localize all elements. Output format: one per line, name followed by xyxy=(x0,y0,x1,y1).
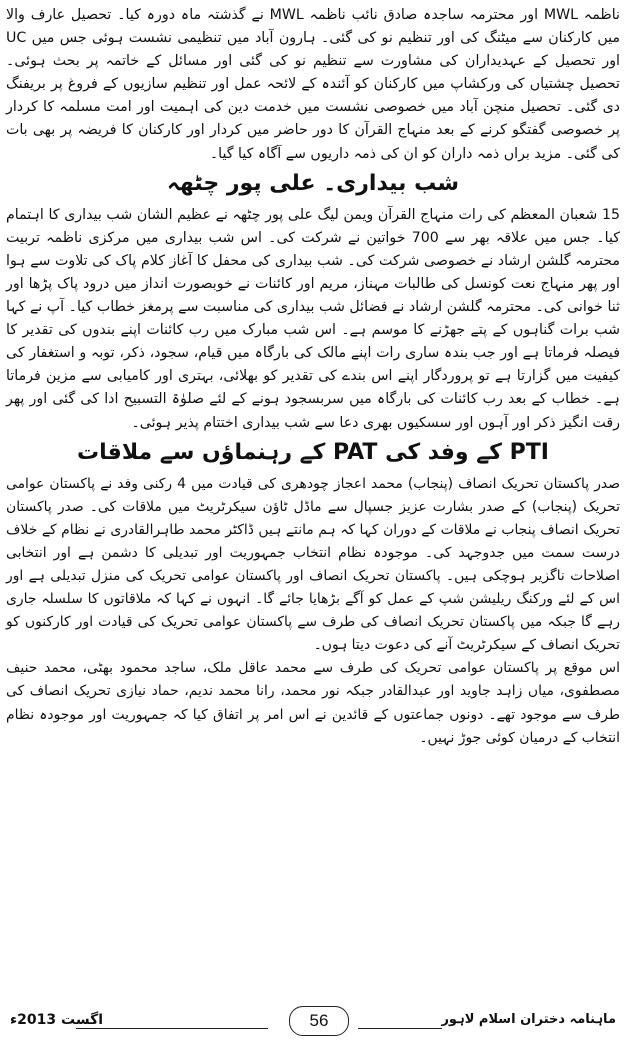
intro-paragraph: ناظمہ MWL اور محترمہ ساجدہ صادق نائب ناظمہ MWL نے گذشتہ ماہ دورہ کیا۔ تحصیل عارف والا میں کارکنان سے میٹنگ کی اور تنظیم نو کی گئی۔ ہارون آباد میں تنظیمی نشست ہوئی جس میں UC اور تحصیل کے عہدیداران کی مشاورت سے تنظیم نو کی گئی اور مسائل کے خاتمہ پر بحث ہوئی۔ تحصیل چشتیاں کی ورکشاپ میں کارکنان کو آئندہ کے لائحہ عمل اور تنظیم سازیوں کے فروغ پر بریفنگ دی گئی۔ تحصیل منچن آباد میں خصوصی نشست میں خدمت دین کی اہمیت اور امت مسلمہ کا کردار پر خصوصی گفتگو کرنے کے بعد منہاج القرآن کا دور حاضر میں کردار اور کارکنان کا فریضہ پر بھی بات کی گئی۔ مزید براں ذمہ داران کو ان کی ذمہ داریوں سے آگاہ کیا گیا۔ xyxy=(6,7,620,162)
pti-pat-attendees-paragraph: اس موقع پر پاکستان عوامی تحریک کی طرف سے محمد عاقل ملک، ساجد محمود بھٹی، محمد حنیف مصطفوی، میاں زاہد جاوید اور عبدالقادر جبکہ نور محمد، رانا محمد ندیم، حماد نیازی تحریک انصاف کی طرف سے موجود تھے۔ دونوں جماعتوں کے قائدین نے اس امر پر اتفاق کیا کہ جمہوریت اور موجودہ نظام انتخاب کے درمیان کوئی جوڑ نہیں۔ xyxy=(6,660,620,746)
section-heading-pti-pat-meeting: PTI کے وفد کی PAT کے رہنماؤں سے ملاقات xyxy=(77,439,549,465)
footer-rule-left xyxy=(76,1028,268,1029)
section-heading-shab-bedari: شب بیداری۔ علی پور چٹھہ xyxy=(166,170,459,196)
issue-date: اگست 2013ء xyxy=(10,1012,104,1028)
page-footer xyxy=(6,1006,620,1038)
page-number: 56 xyxy=(289,1006,349,1036)
magazine-name: ماہنامہ دختران اسلام لاہور xyxy=(441,1012,616,1027)
shab-bedari-paragraph: 15 شعبان المعظم کی رات منہاج القرآن ویمن لیگ علی پور چٹھہ نے عظیم الشان شب بیداری کا اہتمام کیا۔ جس میں علاقہ بھر سے 700 خواتین نے شرکت کی۔ اس شب بیداری میں مرکزی ناظمہ تربیت محترمہ گلشن ارشاد نے خصوصی شرکت کی۔ شب بیداری کی محفل کا آغاز کلام پاک کی تلاوت سے ہوا اور پھر منہاج نعت کونسل کی طالبات مہناز، مریم اور کائنات نے خوبصورت انداز میں درود پاک پڑھا اور ثنا خوانی کی۔ محترمہ گلشن ارشاد نے فضائل شب بیداری کی مناسبت سے پرمغز خطاب کیا۔ آپ نے کہا شب برات گناہوں کے پتے جھڑنے کا موسم ہے۔ اس شب مبارک میں رب کائنات اپنے بندوں کی تقدیر کا فیصلہ فرماتا ہے اور جب بندہ ساری رات اپنے مالک کی بارگاہ میں قیام، سجود، ذکر، توبہ و استغفار کی کیفیت میں گزارتا ہے تو پروردگار اپنے اس بندے کی تقدیر کو بھلائی، بہتری اور کامیابی سے مزین فرماتا ہے۔ خطاب کے بعد رب کائنات کی بارگاہ میں سربسجود ہونے کے لئے صلوٰۃ التسبیح ادا کی گئی اور پھر رقت انگیز ذکر اور آہوں اور سسکیوں بھری دعا سے شب بیداری اختتام پذیر ہوئی۔ xyxy=(6,206,620,431)
footer-rule-right xyxy=(358,1028,442,1029)
pti-pat-meeting-paragraph: صدر پاکستان تحریک انصاف (پنجاب) محمد اعجاز چودھری کی قیادت میں 4 رکنی وفد نے پاکستان عوامی تحریک (پنجاب) کے صدر بشارت عزیز جسپال سے ماڈل ٹاؤن سیکرٹریٹ میں ملاقات کی۔ صدر پاکستان تحریک انصاف پنجاب نے ملاقات کے دوران کہا کہ ہم مانتے ہیں ڈاکٹر محمد طاہرالقادری نے نظام کے خلاف درست سمت میں جدوجہد کی۔ موجودہ نظام انتخاب جمہوریت اور تبدیلی کا دشمن ہے اور انتخابی اصلاحات ناگزیر ہوچکی ہیں۔ پاکستان تحریک انصاف اور پاکستان عوامی تحریک کی منزل تبدیلی ہے اور اس کے لئے ورکنگ ریلیشن شپ کے عمل کو آگے بڑھایا جائے گا۔ انہوں نے کہا کہ ملاقاتوں کا سلسلہ جاری رہے گا جبکہ میں پاکستان تحریک انصاف کی طرف سے پاکستان عوامی تحریک کی قیادت اور کارکنوں کو تحریک انصاف کے سیکرٹریٹ آنے کی دعوت دیتا ہوں۔ xyxy=(6,475,621,654)
